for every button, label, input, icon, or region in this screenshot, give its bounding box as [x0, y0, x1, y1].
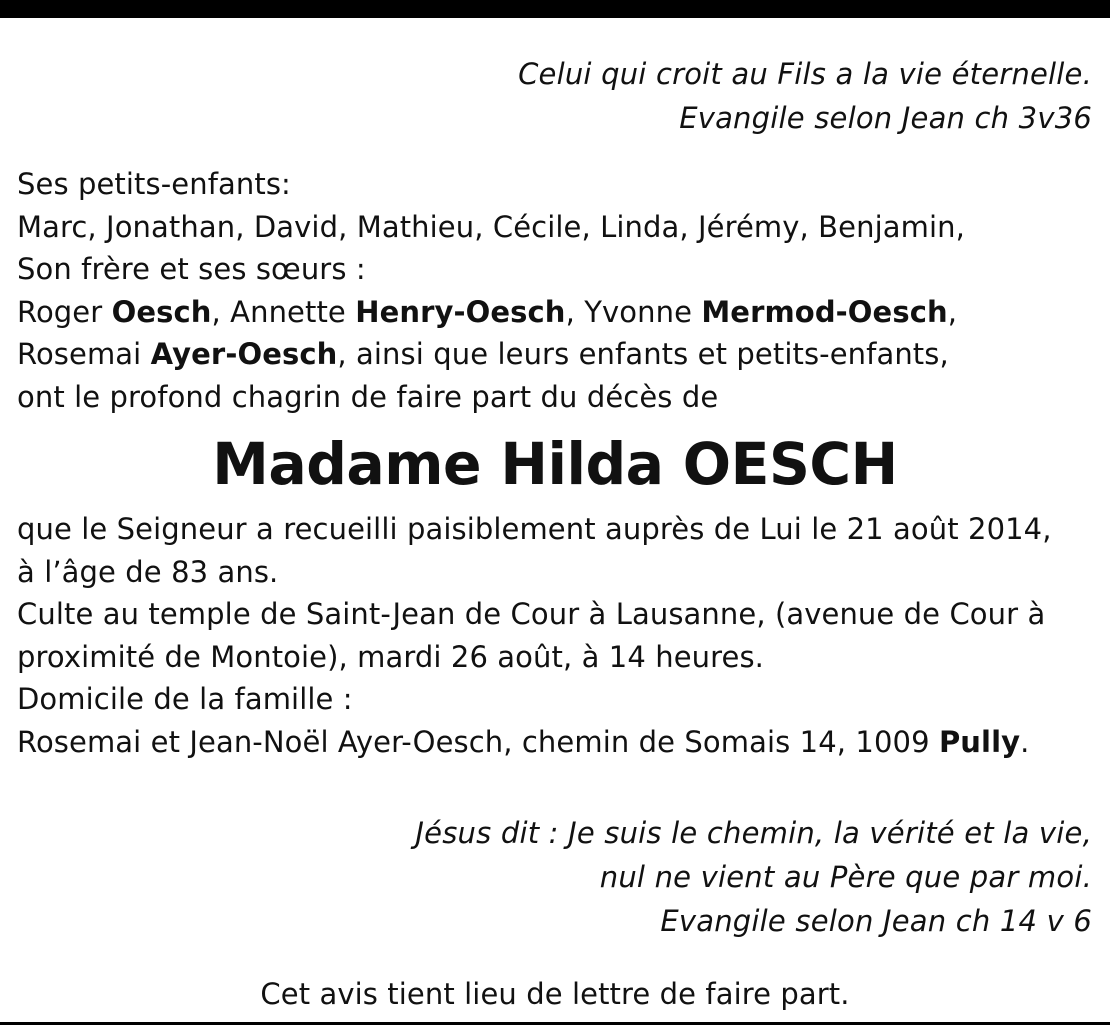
closing-verse-reference: Evangile selon Jean ch 14 v 6	[660, 904, 1092, 938]
sibling-4-surname: Ayer-Oesch	[150, 337, 338, 372]
grandchildren-names: Marc, Jonathan, David, Mathieu, Cécile, Linda, Jérémy, Benjamin,	[17, 209, 965, 244]
closing-verse-line-2: nul ne vient au Père que par moi.	[599, 860, 1092, 894]
sibling-separator-2: , Yvonne	[565, 294, 702, 329]
address-city: Pully	[938, 724, 1021, 759]
service-line-1: Culte au temple de Saint-Jean de Cour à Lausanne, (avenue de Cour à	[17, 597, 1046, 632]
family-announcement	[17, 163, 965, 419]
announcement-line: ont le profond chagrin de faire part du décès de	[17, 379, 719, 414]
closing-verse-line-1: Jésus dit : Je suis le chemin, la vérité et la vie,	[415, 816, 1092, 850]
death-date-line: que le Seigneur a recueilli paisiblement auprès de Lui le 21 août 2014,	[17, 512, 1052, 546]
closing-verse	[415, 811, 1092, 943]
sibling-4-first-name: Rosemai	[17, 337, 151, 372]
funeral-details	[17, 508, 1052, 764]
deceased-name-heading: Madame Hilda OESCH	[212, 430, 898, 498]
siblings-line-1	[17, 291, 965, 334]
sibling-2-surname: Henry-Oesch	[355, 294, 566, 329]
sibling-1-surname: Oesch	[111, 294, 212, 329]
siblings-tail: , ainsi que leurs enfants et petits-enfants,	[337, 337, 949, 372]
sibling-1-first-name: Roger	[17, 294, 112, 329]
address-period: .	[1020, 724, 1030, 759]
service-line-2: proximité de Montoie), mardi 26 août, à 14 heures.	[17, 639, 764, 674]
grandchildren-heading: Ses petits-enfants:	[17, 167, 291, 201]
sibling-separator-3: ,	[947, 294, 958, 329]
family-address	[17, 721, 1052, 764]
sibling-separator-1: , Annette	[211, 294, 356, 329]
bottom-border-rule	[0, 1022, 1110, 1025]
siblings-line-2	[17, 333, 965, 376]
siblings-heading: Son frère et ses sœurs :	[17, 252, 366, 287]
family-home-heading: Domicile de la famille :	[17, 682, 353, 717]
sibling-3-surname: Mermod-Oesch	[701, 294, 948, 329]
top-border-rule	[0, 0, 1110, 18]
epigraph-line-1: Celui qui croit au Fils a la vie éternelle.	[518, 57, 1092, 91]
age-line: à l’âge de 83 ans.	[17, 554, 279, 589]
notice-footer: Cet avis tient lieu de lettre de faire part.	[260, 977, 850, 1011]
address-street: Rosemai et Jean-Noël Ayer-Oesch, chemin de Somais 14, 1009	[17, 724, 939, 759]
epigraph-reference: Evangile selon Jean ch 3v36	[679, 101, 1092, 135]
epigraph-verse	[518, 52, 1092, 140]
